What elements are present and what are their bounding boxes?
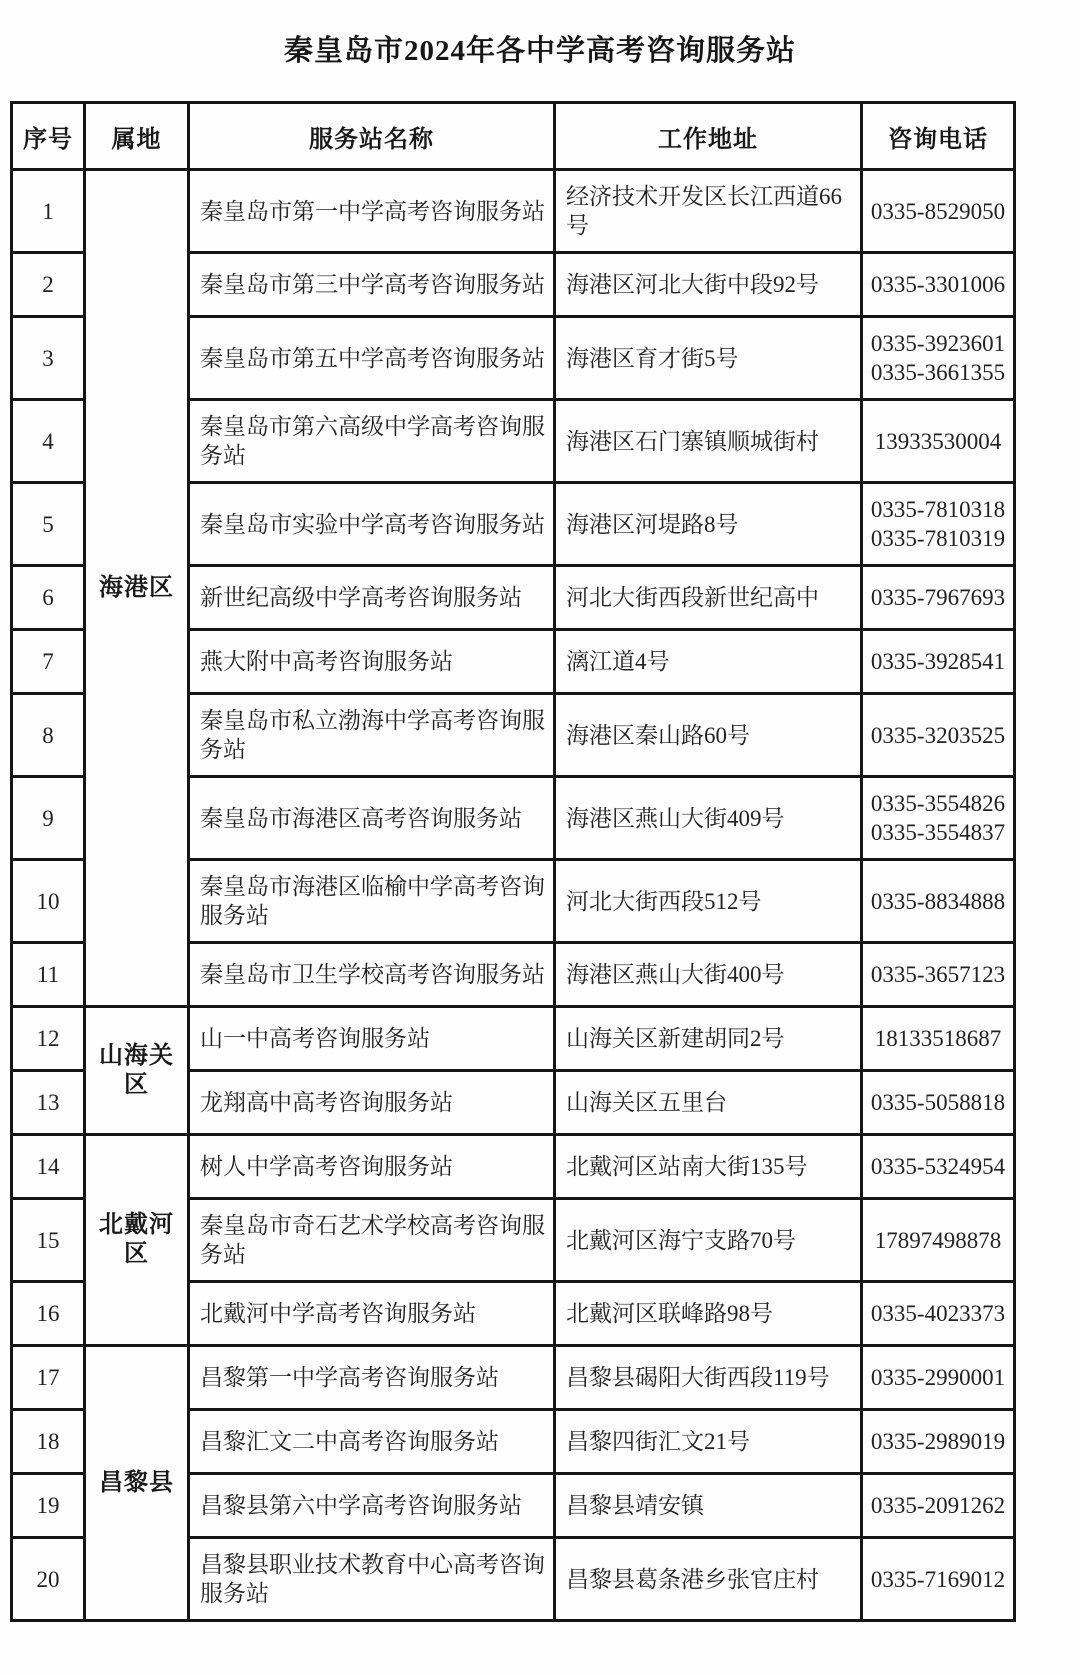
station-name-cell: 昌黎县职业技术教育中心高考咨询服务站 bbox=[189, 1538, 555, 1621]
phone-cell bbox=[862, 1071, 1015, 1135]
table-header-row bbox=[12, 103, 1015, 170]
phone-number: 0335-5324954 bbox=[870, 1154, 1006, 1179]
phone-number: 0335-7967693 bbox=[870, 585, 1006, 610]
row-number: 4 bbox=[12, 400, 85, 483]
phone-cell bbox=[862, 1007, 1015, 1071]
phone-cell bbox=[862, 253, 1015, 317]
address-cell: 山海关区五里台 bbox=[555, 1071, 862, 1135]
col-header-district: 属地 bbox=[85, 103, 189, 170]
address-cell: 海港区秦山路60号 bbox=[555, 694, 862, 777]
phone-number: 0335-3928541 bbox=[870, 649, 1006, 674]
row-number: 16 bbox=[12, 1282, 85, 1346]
address-cell: 昌黎县靖安镇 bbox=[555, 1474, 862, 1538]
phone-number: 0335-3923601 bbox=[870, 331, 1006, 356]
table-body bbox=[12, 170, 1015, 1621]
station-name-cell: 龙翔高中高考咨询服务站 bbox=[189, 1071, 555, 1135]
address-cell: 北戴河区站南大街135号 bbox=[555, 1135, 862, 1199]
col-header-phone: 咨询电话 bbox=[862, 103, 1015, 170]
address-cell: 海港区石门寨镇顺城街村 bbox=[555, 400, 862, 483]
phone-number: 0335-3554837 bbox=[870, 820, 1006, 845]
page-title: 秦皇岛市2024年各中学高考咨询服务站 bbox=[283, 35, 796, 67]
row-number: 14 bbox=[12, 1135, 85, 1199]
phone-cell bbox=[862, 1474, 1015, 1538]
table-row bbox=[12, 1135, 1015, 1199]
phone-cell bbox=[862, 943, 1015, 1007]
table-row bbox=[12, 1346, 1015, 1410]
station-name-cell: 树人中学高考咨询服务站 bbox=[189, 1135, 555, 1199]
row-number: 13 bbox=[12, 1071, 85, 1135]
phone-number: 0335-2091262 bbox=[870, 1493, 1006, 1518]
station-name-cell: 北戴河中学高考咨询服务站 bbox=[189, 1282, 555, 1346]
address-cell: 海港区河堤路8号 bbox=[555, 483, 862, 566]
phone-cell bbox=[862, 1135, 1015, 1199]
phone-number: 17897498878 bbox=[874, 1227, 1002, 1253]
phone-number: 0335-7169012 bbox=[870, 1566, 1006, 1592]
address-cell: 昌黎四街汇文21号 bbox=[555, 1410, 862, 1474]
stations-table bbox=[10, 101, 1016, 1622]
station-name-cell: 秦皇岛市私立渤海中学高考咨询服务站 bbox=[189, 694, 555, 777]
row-number: 7 bbox=[12, 630, 85, 694]
station-name-cell: 新世纪高级中学高考咨询服务站 bbox=[189, 566, 555, 630]
row-number: 5 bbox=[12, 483, 85, 566]
phone-cell bbox=[862, 1199, 1015, 1282]
phone-cell bbox=[862, 400, 1015, 483]
phone-number: 0335-3554826 bbox=[870, 791, 1006, 816]
row-number: 18 bbox=[12, 1410, 85, 1474]
phone-number: 0335-3301006 bbox=[870, 272, 1006, 297]
phone-number: 0335-5058818 bbox=[870, 1090, 1006, 1115]
row-number: 6 bbox=[12, 566, 85, 630]
address-cell: 海港区燕山大街409号 bbox=[555, 777, 862, 860]
phone-number: 13933530004 bbox=[874, 428, 1002, 454]
row-number: 1 bbox=[12, 170, 85, 253]
phone-cell bbox=[862, 1410, 1015, 1474]
phone-number: 0335-4023373 bbox=[870, 1301, 1006, 1326]
row-number: 11 bbox=[12, 943, 85, 1007]
address-cell: 河北大街西段512号 bbox=[555, 860, 862, 943]
station-name-cell: 秦皇岛市第五中学高考咨询服务站 bbox=[189, 317, 555, 400]
address-cell: 海港区燕山大街400号 bbox=[555, 943, 862, 1007]
row-number: 19 bbox=[12, 1474, 85, 1538]
address-cell: 北戴河区海宁支路70号 bbox=[555, 1199, 862, 1282]
station-name-cell: 秦皇岛市海港区高考咨询服务站 bbox=[189, 777, 555, 860]
address-cell: 河北大街西段新世纪高中 bbox=[555, 566, 862, 630]
phone-cell bbox=[862, 630, 1015, 694]
col-header-station: 服务站名称 bbox=[189, 103, 555, 170]
phone-cell bbox=[862, 317, 1015, 400]
station-name-cell: 昌黎第一中学高考咨询服务站 bbox=[189, 1346, 555, 1410]
col-header-no: 序号 bbox=[12, 103, 85, 170]
address-cell: 昌黎县碣阳大街西段119号 bbox=[555, 1346, 862, 1410]
phone-number: 0335-8834888 bbox=[870, 888, 1006, 914]
phone-number: 0335-2989019 bbox=[870, 1429, 1006, 1454]
address-cell: 漓江道4号 bbox=[555, 630, 862, 694]
station-name-cell: 山一中高考咨询服务站 bbox=[189, 1007, 555, 1071]
row-number: 2 bbox=[12, 253, 85, 317]
station-name-cell: 秦皇岛市卫生学校高考咨询服务站 bbox=[189, 943, 555, 1007]
station-name-cell: 昌黎汇文二中高考咨询服务站 bbox=[189, 1410, 555, 1474]
row-number: 8 bbox=[12, 694, 85, 777]
address-cell: 海港区育才街5号 bbox=[555, 317, 862, 400]
phone-cell bbox=[862, 1538, 1015, 1621]
station-name-cell: 昌黎县第六中学高考咨询服务站 bbox=[189, 1474, 555, 1538]
district-cell: 北戴河区 bbox=[85, 1135, 189, 1346]
phone-number: 0335-7810319 bbox=[870, 526, 1006, 551]
phone-number: 0335-7810318 bbox=[870, 497, 1006, 522]
phone-cell bbox=[862, 860, 1015, 943]
col-header-address: 工作地址 bbox=[555, 103, 862, 170]
row-number: 9 bbox=[12, 777, 85, 860]
row-number: 10 bbox=[12, 860, 85, 943]
address-cell: 山海关区新建胡同2号 bbox=[555, 1007, 862, 1071]
phone-cell bbox=[862, 1346, 1015, 1410]
station-name-cell: 秦皇岛市海港区临榆中学高考咨询服务站 bbox=[189, 860, 555, 943]
station-name-cell: 秦皇岛市第三中学高考咨询服务站 bbox=[189, 253, 555, 317]
station-name-cell: 燕大附中高考咨询服务站 bbox=[189, 630, 555, 694]
station-name-cell: 秦皇岛市实验中学高考咨询服务站 bbox=[189, 483, 555, 566]
address-cell: 北戴河区联峰路98号 bbox=[555, 1282, 862, 1346]
phone-cell bbox=[862, 170, 1015, 253]
station-name-cell: 秦皇岛市第一中学高考咨询服务站 bbox=[189, 170, 555, 253]
phone-cell bbox=[862, 1282, 1015, 1346]
station-name-cell: 秦皇岛市奇石艺术学校高考咨询服务站 bbox=[189, 1199, 555, 1282]
phone-cell bbox=[862, 777, 1015, 860]
district-cell: 山海关区 bbox=[85, 1007, 189, 1135]
phone-number: 0335-3661355 bbox=[870, 360, 1006, 385]
phone-number: 18133518687 bbox=[874, 1026, 1002, 1051]
row-number: 12 bbox=[12, 1007, 85, 1071]
phone-cell bbox=[862, 694, 1015, 777]
row-number: 3 bbox=[12, 317, 85, 400]
phone-cell bbox=[862, 566, 1015, 630]
district-cell: 昌黎县 bbox=[85, 1346, 189, 1621]
row-number: 17 bbox=[12, 1346, 85, 1410]
phone-number: 0335-2990001 bbox=[870, 1365, 1006, 1390]
phone-number: 0335-8529050 bbox=[870, 198, 1006, 224]
station-name-cell: 秦皇岛市第六高级中学高考咨询服务站 bbox=[189, 400, 555, 483]
address-cell: 昌黎县葛条港乡张官庄村 bbox=[555, 1538, 862, 1621]
phone-number: 0335-3203525 bbox=[870, 722, 1006, 748]
district-cell: 海港区 bbox=[85, 170, 189, 1007]
row-number: 15 bbox=[12, 1199, 85, 1282]
phone-cell bbox=[862, 483, 1015, 566]
table-row bbox=[12, 1007, 1015, 1071]
row-number: 20 bbox=[12, 1538, 85, 1621]
phone-number: 0335-3657123 bbox=[870, 962, 1006, 987]
address-cell: 海港区河北大街中段92号 bbox=[555, 253, 862, 317]
table-row bbox=[12, 170, 1015, 253]
address-cell: 经济技术开发区长江西道66号 bbox=[555, 170, 862, 253]
